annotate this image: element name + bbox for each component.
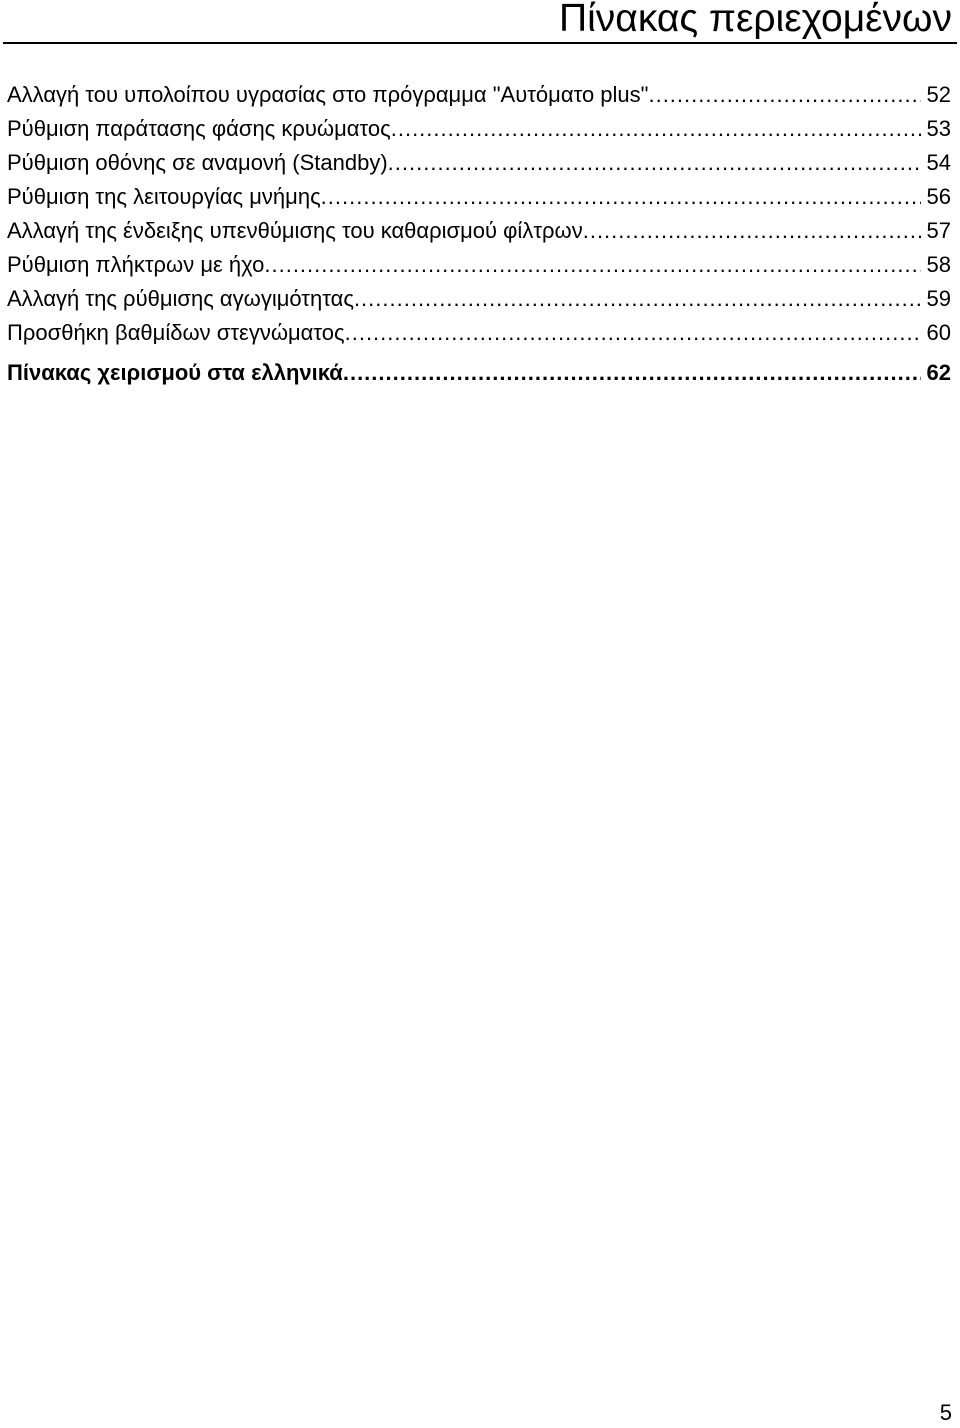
toc-entry-label: Αλλαγή του υπολοίπου υγρασίας στο πρόγραμμα "Αυτόματο plus" <box>7 82 649 107</box>
table-of-contents <box>7 78 951 390</box>
toc-entry-label: Προσθήκη βαθμίδων στεγνώματος <box>7 320 345 345</box>
toc-entry[interactable] <box>7 248 951 282</box>
toc-entry-page: 52 <box>926 82 951 107</box>
dot-leader <box>354 282 921 316</box>
toc-entry-page: 58 <box>926 252 951 277</box>
dot-leader <box>343 356 921 390</box>
toc-entry-page: 56 <box>926 184 951 209</box>
toc-entry-page: 57 <box>926 218 951 243</box>
dot-leader <box>391 112 921 146</box>
title-rule <box>3 42 957 44</box>
toc-entry[interactable] <box>7 78 951 112</box>
toc-entry[interactable] <box>7 180 951 214</box>
toc-entry[interactable] <box>7 146 951 180</box>
toc-entry[interactable] <box>7 112 951 146</box>
toc-entry-page: 62 <box>926 360 951 385</box>
toc-entry-page: 59 <box>926 286 951 311</box>
toc-entry-label: Ρύθμιση παράτασης φάσης κρυώματος <box>7 116 391 141</box>
toc-entry-label: Ρύθμιση πλήκτρων με ήχο <box>7 252 265 277</box>
toc-entry-page: 60 <box>926 320 951 345</box>
dot-leader <box>648 78 920 112</box>
toc-entry-label: Ρύθμιση της λειτουργίας μνήμης <box>7 184 321 209</box>
dot-leader <box>321 180 921 214</box>
toc-entry-label: Αλλαγή της ένδειξης υπενθύμισης του καθαρισμού φίλτρων <box>7 218 583 243</box>
toc-entry[interactable] <box>7 316 951 350</box>
page-number: 5 <box>939 1400 952 1425</box>
dot-leader <box>583 214 921 248</box>
page-title: Πίνακας περιεχομένων <box>558 0 952 40</box>
toc-entry[interactable] <box>7 282 951 316</box>
toc-entry-page: 53 <box>926 116 951 141</box>
toc-entry-major[interactable] <box>7 356 951 390</box>
dot-leader <box>345 316 921 350</box>
dot-leader <box>388 146 921 180</box>
toc-entry[interactable] <box>7 214 951 248</box>
toc-entry-page: 54 <box>926 150 951 175</box>
toc-entry-label: Ρύθμιση οθόνης σε αναμονή (Standby) <box>7 150 388 175</box>
toc-entry-label: Αλλαγή της ρύθμισης αγωγιμότητας <box>7 286 354 311</box>
dot-leader <box>264 248 920 282</box>
toc-entry-label: Πίνακας χειρισμού στα ελληνικά <box>7 360 343 385</box>
